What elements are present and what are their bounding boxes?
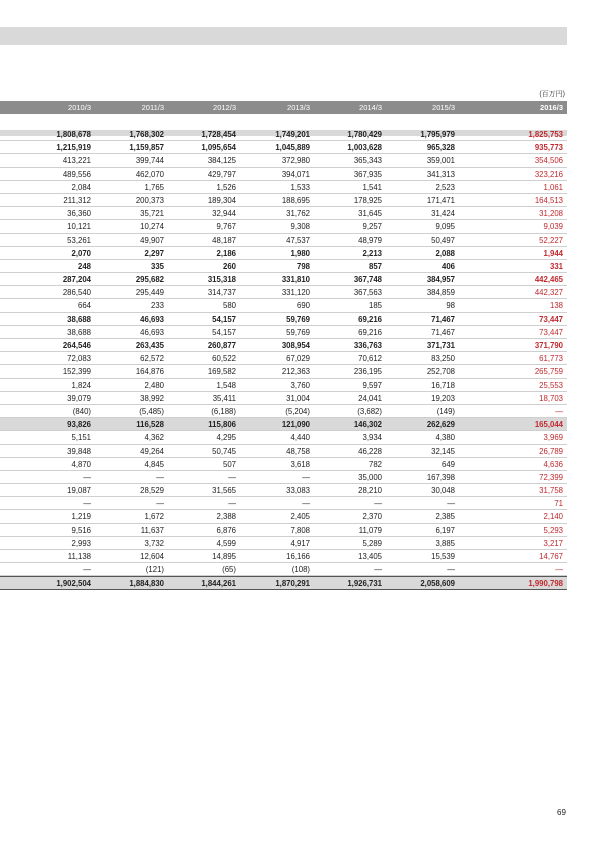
table-cell: (5,485)	[139, 406, 164, 416]
table-cell: 38,992	[140, 393, 164, 403]
year-header-cell: 2011/3	[141, 103, 164, 112]
table-cell: 1,980	[290, 248, 310, 258]
table-cell: 399,744	[135, 156, 164, 166]
total-row	[0, 576, 567, 589]
table-cell: 336,763	[353, 341, 382, 350]
table-cell: 4,362	[144, 433, 164, 443]
table-cell: 25,553	[539, 380, 563, 390]
table-cell: 39,848	[67, 446, 91, 456]
table-cell: (840)	[72, 406, 91, 416]
table-cell: 73,447	[539, 314, 563, 324]
table-cell: 169,582	[207, 367, 236, 377]
table-cell: 1,780,429	[347, 130, 382, 139]
table-cell: 1,902,504	[56, 579, 91, 589]
table-cell: —	[83, 565, 91, 575]
table-cell: 5,289	[362, 538, 382, 548]
table-cell: 1,926,731	[347, 579, 382, 589]
table-cell: 384,957	[426, 275, 455, 285]
table-row	[0, 537, 567, 550]
table-cell: 36,360	[67, 209, 91, 219]
table-cell: 49,264	[140, 446, 164, 456]
table-cell: 50,745	[212, 446, 236, 456]
table-row	[0, 392, 567, 405]
table-row	[0, 550, 567, 563]
table-cell: 115,806	[208, 420, 236, 430]
table-cell: 212,363	[281, 367, 310, 377]
table-row	[0, 326, 567, 339]
table-cell: 59,769	[286, 327, 310, 337]
table-cell: 53,261	[67, 235, 91, 245]
table-row	[0, 405, 567, 418]
table-cell: 233	[150, 301, 164, 311]
table-cell: —	[447, 499, 455, 509]
table-cell: 31,762	[286, 209, 310, 219]
table-cell: 9,095	[435, 222, 455, 232]
table-cell: 13,405	[358, 552, 382, 561]
table-cell: (5,204)	[285, 406, 310, 416]
table-cell: 138	[549, 301, 563, 311]
table-cell: 507	[222, 459, 236, 469]
table-cell: 121,090	[281, 420, 310, 430]
table-cell: 9,516	[71, 525, 91, 535]
table-cell: 146,302	[353, 420, 382, 430]
table-cell: 1,159,857	[129, 143, 164, 153]
table-cell: 67,029	[286, 354, 310, 364]
table-cell: 2,523	[435, 182, 455, 192]
table-cell: 1,548	[216, 380, 236, 390]
table-cell: 2,058,609	[420, 579, 455, 589]
table-row	[0, 234, 567, 247]
table-row	[0, 154, 567, 167]
table-cell: 365,343	[353, 156, 382, 166]
table-cell: 3,969	[543, 433, 563, 443]
table-cell: 1,749,201	[275, 130, 310, 139]
table-row	[0, 352, 567, 365]
table-cell: 935,773	[534, 143, 563, 153]
table-row	[0, 418, 567, 431]
table-cell: 323,216	[534, 169, 563, 179]
table-cell: 354,506	[534, 156, 563, 166]
table-cell: —	[374, 565, 382, 575]
financial-table	[0, 128, 567, 590]
table-cell: 308,954	[281, 341, 310, 350]
table-cell: —	[228, 472, 236, 482]
table-cell: 2,213	[362, 248, 382, 258]
table-cell: 1,095,654	[201, 143, 236, 153]
table-cell: 1,541	[362, 182, 382, 192]
table-cell: 28,210	[358, 486, 382, 496]
table-cell: 331,120	[281, 288, 310, 298]
table-cell: 341,313	[426, 169, 455, 179]
table-cell: 1,825,753	[528, 130, 563, 139]
table-cell: 1,808,678	[56, 130, 91, 139]
table-cell: 442,327	[534, 288, 563, 298]
table-cell: 35,721	[140, 209, 164, 219]
table-cell: —	[83, 499, 91, 509]
table-cell: 4,599	[216, 538, 236, 548]
table-cell: 31,565	[212, 486, 236, 496]
table-cell: 19,087	[67, 486, 91, 496]
table-cell: 30,048	[431, 486, 455, 496]
year-header-cell: 2016/3	[540, 103, 563, 112]
table-cell: 165,044	[534, 420, 563, 430]
year-header-cell: 2015/3	[432, 103, 455, 112]
table-row	[0, 524, 567, 537]
table-cell: 1,061	[543, 182, 563, 192]
table-cell: 413,221	[62, 156, 91, 166]
table-cell: 9,308	[290, 222, 310, 232]
table-cell: 33,083	[286, 486, 310, 496]
table-cell: 116,528	[136, 420, 164, 430]
table-cell: 857	[368, 261, 382, 271]
table-cell: 69,216	[358, 314, 382, 324]
table-row	[0, 365, 567, 378]
table-cell: 1,215,919	[56, 143, 91, 153]
table-cell: 295,449	[135, 288, 164, 298]
table-cell: 46,693	[140, 314, 164, 324]
table-cell: 152,399	[62, 367, 91, 377]
table-cell: 5,293	[543, 525, 563, 535]
table-row	[0, 128, 567, 141]
table-cell: 16,166	[286, 552, 310, 561]
table-row	[0, 299, 567, 312]
table-cell: 264,546	[62, 341, 91, 350]
table-cell: 1,990,798	[528, 579, 563, 589]
table-cell: (3,682)	[357, 406, 382, 416]
table-cell: —	[156, 472, 164, 482]
table-cell: 69,216	[358, 327, 382, 337]
table-cell: 2,088	[435, 248, 455, 258]
table-row	[0, 207, 567, 220]
table-cell: 2,385	[435, 512, 455, 522]
table-cell: —	[156, 499, 164, 509]
table-cell: 1,824	[71, 380, 91, 390]
table-cell: 171,471	[426, 195, 455, 205]
year-header-cell: 2012/3	[213, 103, 236, 112]
table-cell: —	[228, 499, 236, 509]
table-row	[0, 313, 567, 326]
table-cell: 6,197	[435, 525, 455, 535]
table-cell: 1,533	[290, 182, 310, 192]
table-cell: 649	[441, 459, 455, 469]
table-cell: 9,597	[362, 380, 382, 390]
table-row	[0, 484, 567, 497]
table-cell: 18,703	[539, 393, 563, 403]
table-cell: 14,895	[212, 552, 236, 561]
table-cell: 331	[549, 261, 563, 271]
table-cell: 10,274	[140, 222, 164, 232]
table-cell: 98	[446, 301, 455, 311]
table-cell: 782	[368, 459, 382, 469]
table-cell: 164,513	[534, 195, 563, 205]
table-cell: 71,467	[431, 314, 455, 324]
table-cell: 1,944	[543, 248, 563, 258]
table-cell: 48,187	[212, 235, 236, 245]
table-cell: 38,688	[67, 327, 91, 337]
table-cell: 371,790	[534, 341, 563, 350]
table-cell: 35,411	[212, 393, 236, 403]
table-cell: 4,295	[216, 433, 236, 443]
table-cell: 73,447	[539, 327, 563, 337]
table-cell: 49,907	[140, 235, 164, 245]
table-cell: 31,424	[431, 209, 455, 219]
table-row	[0, 431, 567, 444]
table-cell: 189,304	[207, 195, 236, 205]
table-cell: 1,884,830	[129, 579, 164, 589]
table-cell: 248	[77, 261, 91, 271]
table-cell: 2,370	[362, 512, 382, 522]
table-cell: 31,645	[358, 209, 382, 219]
table-cell: 6,876	[216, 525, 236, 535]
table-cell: 394,071	[281, 169, 310, 179]
table-cell: 10,121	[67, 222, 91, 232]
table-cell: —	[302, 472, 310, 482]
table-cell: 2,388	[216, 512, 236, 522]
year-header-row	[0, 101, 567, 114]
table-cell: 167,398	[426, 472, 455, 482]
table-cell: 1,795,979	[420, 130, 455, 139]
table-cell: 798	[296, 261, 310, 271]
table-cell: 260,877	[207, 341, 236, 350]
table-cell: 19,203	[431, 393, 455, 403]
table-cell: 83,250	[431, 354, 455, 364]
table-row	[0, 247, 567, 260]
table-cell: 359,001	[426, 156, 455, 166]
table-cell: 331,810	[281, 275, 310, 285]
table-cell: 1,672	[144, 512, 164, 522]
table-cell: 11,079	[358, 525, 382, 535]
table-cell: 60,522	[212, 354, 236, 364]
table-cell: 5,151	[71, 433, 91, 443]
table-cell: 62,572	[140, 354, 164, 364]
table-cell: 32,145	[431, 446, 455, 456]
table-cell: 287,204	[62, 275, 91, 285]
table-cell: 178,925	[353, 195, 382, 205]
table-cell: 265,759	[534, 367, 563, 377]
table-cell: (149)	[436, 406, 455, 416]
table-row	[0, 497, 567, 510]
table-cell: 2,480	[144, 380, 164, 390]
table-cell: 70,612	[358, 354, 382, 364]
top-gray-band	[0, 27, 567, 45]
table-cell: 367,563	[353, 288, 382, 298]
table-cell: 286,540	[62, 288, 91, 298]
table-cell: 39,079	[67, 393, 91, 403]
table-cell: 12,604	[140, 552, 164, 561]
table-cell: 61,773	[539, 354, 563, 364]
table-cell: (121)	[145, 565, 164, 575]
page-number: 69	[557, 808, 566, 817]
table-cell: 4,917	[290, 538, 310, 548]
table-cell: 367,935	[353, 169, 382, 179]
table-cell: 3,760	[290, 380, 310, 390]
table-cell: 48,979	[358, 235, 382, 245]
table-row	[0, 194, 567, 207]
table-cell: 3,885	[435, 538, 455, 548]
table-cell: 9,767	[216, 222, 236, 232]
table-cell: 2,070	[71, 248, 91, 258]
table-row	[0, 286, 567, 299]
table-row	[0, 339, 567, 352]
table-cell: 4,440	[290, 433, 310, 443]
table-cell: 372,980	[281, 156, 310, 166]
table-row	[0, 458, 567, 471]
table-cell: 24,041	[358, 393, 382, 403]
table-row	[0, 168, 567, 181]
table-cell: 211,312	[63, 195, 91, 205]
table-cell: 50,497	[431, 235, 455, 245]
table-cell: 2,186	[216, 248, 236, 258]
table-cell: 14,767	[539, 552, 563, 561]
table-cell: 32,944	[212, 209, 236, 219]
table-cell: 46,693	[140, 327, 164, 337]
table-cell: 384,859	[426, 288, 455, 298]
table-cell: 1,844,261	[201, 579, 236, 589]
table-cell: 1,003,628	[347, 143, 382, 153]
table-cell: 462,070	[135, 169, 164, 179]
table-row	[0, 141, 567, 154]
table-cell: 4,870	[71, 459, 91, 469]
table-cell: 690	[296, 301, 310, 311]
table-cell: 2,297	[144, 248, 164, 258]
table-cell: 54,157	[212, 314, 236, 324]
table-row	[0, 220, 567, 233]
table-cell: 489,556	[62, 169, 91, 179]
table-cell: 31,004	[286, 393, 310, 403]
table-cell: 9,257	[362, 222, 382, 232]
table-row	[0, 379, 567, 392]
table-row	[0, 563, 567, 576]
table-cell: 429,797	[207, 169, 236, 179]
table-cell: 3,217	[543, 538, 563, 548]
table-cell: 11,138	[67, 552, 91, 561]
table-cell: 188,695	[281, 195, 310, 205]
table-cell: 1,765	[144, 182, 164, 192]
table-row	[0, 510, 567, 523]
table-cell: 3,618	[290, 459, 310, 469]
table-cell: 1,045,889	[275, 143, 310, 153]
table-cell: 367,748	[353, 275, 382, 285]
table-cell: 4,636	[543, 459, 563, 469]
table-cell: 4,380	[435, 433, 455, 443]
table-cell: (65)	[222, 565, 236, 575]
table-row	[0, 181, 567, 194]
table-cell: 664	[77, 301, 91, 311]
table-cell: 3,732	[144, 538, 164, 548]
table-cell: 384,125	[207, 156, 236, 166]
table-cell: 31,208	[539, 209, 563, 219]
table-cell: —	[555, 406, 563, 416]
table-cell: 7,808	[290, 525, 310, 535]
table-cell: 52,227	[539, 235, 563, 245]
table-cell: —	[447, 565, 455, 575]
table-cell: 26,789	[539, 446, 563, 456]
table-row	[0, 445, 567, 458]
year-header-cell: 2014/3	[359, 103, 382, 112]
table-cell: 59,769	[286, 314, 310, 324]
table-cell: 2,993	[71, 538, 91, 548]
table-cell: 93,826	[67, 420, 91, 430]
table-cell: 4,845	[144, 459, 164, 469]
table-cell: 72,399	[539, 472, 563, 482]
table-cell: 38,688	[67, 314, 91, 324]
table-cell: 31,758	[539, 486, 563, 496]
table-cell: 2,140	[543, 512, 563, 522]
table-cell: 48,758	[286, 446, 310, 456]
table-cell: 16,718	[431, 380, 455, 390]
table-cell: 315,318	[207, 275, 236, 285]
table-cell: 3,934	[362, 433, 382, 443]
table-cell: 15,539	[431, 552, 455, 561]
table-cell: 1,219	[71, 512, 91, 522]
table-cell: 28,529	[140, 486, 164, 496]
table-cell: 2,405	[290, 512, 310, 522]
table-cell: 314,737	[207, 288, 236, 298]
table-cell: 46,228	[358, 446, 382, 456]
table-cell: 580	[222, 301, 236, 311]
table-cell: 35,000	[358, 472, 382, 482]
table-cell: 71	[554, 499, 563, 509]
table-cell: 185	[368, 301, 382, 311]
table-cell: 263,435	[135, 341, 164, 350]
table-row	[0, 260, 567, 273]
table-cell: 54,157	[212, 327, 236, 337]
table-cell: 236,195	[353, 367, 382, 377]
table-cell: 252,708	[426, 367, 455, 377]
table-cell: 406	[441, 261, 455, 271]
table-cell: 1,728,454	[201, 130, 236, 139]
table-cell: 71,467	[431, 327, 455, 337]
table-cell: 47,537	[286, 235, 310, 245]
table-cell: 1,768,302	[129, 130, 164, 139]
table-cell: 11,637	[140, 525, 164, 535]
table-cell: 262,629	[426, 420, 455, 430]
table-cell: 371,731	[426, 341, 455, 350]
unit-label: (百万円)	[539, 91, 565, 98]
table-cell: 965,328	[426, 143, 455, 153]
table-cell: —	[555, 565, 563, 575]
table-cell: 335	[150, 261, 164, 271]
table-cell: 72,083	[67, 354, 91, 364]
table-cell: 9,039	[543, 222, 563, 232]
year-header-cell: 2010/3	[68, 103, 91, 112]
table-cell: (108)	[291, 565, 310, 575]
table-cell: 1,870,291	[275, 579, 310, 589]
table-cell: 164,876	[135, 367, 164, 377]
table-row	[0, 273, 567, 286]
table-cell: 2,084	[71, 182, 91, 192]
table-cell: (6,188)	[211, 406, 236, 416]
table-cell: 260	[222, 261, 236, 271]
table-cell: 200,373	[135, 195, 164, 205]
table-cell: 1,526	[216, 182, 236, 192]
table-cell: 442,465	[534, 275, 563, 285]
table-cell: —	[374, 499, 382, 509]
table-cell: 295,682	[135, 275, 164, 285]
table-cell: —	[83, 472, 91, 482]
table-cell: —	[302, 499, 310, 509]
year-header-cell: 2013/3	[287, 103, 310, 112]
table-row	[0, 471, 567, 484]
